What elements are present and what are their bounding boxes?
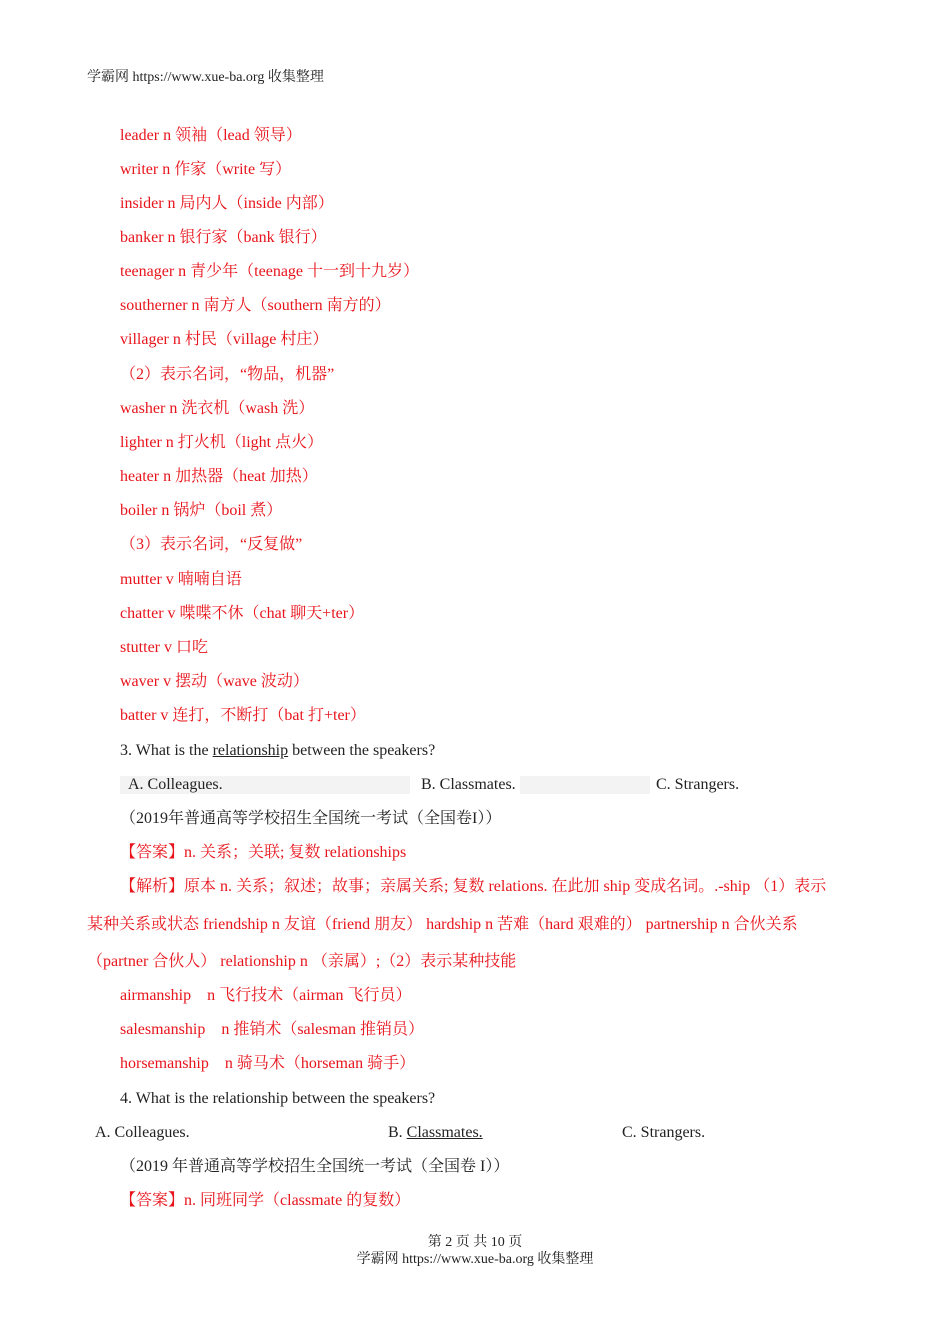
q4-option-c: C. Strangers. — [622, 1124, 706, 1141]
option-b-prefix: B. — [388, 1124, 407, 1141]
vocab-line: southerner n 南方人（southern 南方的） — [120, 297, 391, 314]
vocab-line: lighter n 打火机（light 点火） — [120, 434, 324, 451]
question-3 — [120, 741, 435, 761]
answer-text: n. 同班同学（classmate 的复数） — [184, 1192, 411, 1209]
vocab-line: villager n 村民（village 村庄） — [120, 331, 329, 348]
vocab-line: mutter v 喃喃自语 — [120, 571, 242, 588]
answer-label: 【答案】 — [120, 1192, 185, 1209]
question-3-prefix: 3. What is the — [120, 742, 213, 759]
page-number: 第 2 页 共 10 页 — [427, 1235, 523, 1250]
section-heading: （2）表示名词，“物品，机器” — [120, 366, 335, 383]
skill-line: airmanship n 飞行技术（airman 飞行员） — [120, 987, 412, 1004]
q3-answer — [120, 843, 406, 863]
vocab-line: leader n 领袖（lead 领导） — [120, 127, 302, 144]
analysis-line: 【解析】原本 n. 关系；叙述；故事；亲属关系; 复数 relations. 在此加 ship 变成名词。.-ship （1）表示 — [120, 878, 827, 895]
q3-source: （2019年普通高等学校招生全国统一考试（全国卷I）） — [120, 810, 502, 827]
q4-option-b — [388, 1123, 483, 1143]
vocab-line: boiler n 锅炉（boil 煮） — [120, 502, 283, 519]
page-header: 学霸网 https://www.xue-ba.org 收集整理 — [87, 70, 324, 85]
vocab-line: teenager n 青少年（teenage 十一到十九岁） — [120, 263, 420, 280]
q3-option-b: B. Classmates. — [421, 776, 516, 793]
analysis-line: （partner 合伙人） relationship n （亲属）;（2）表示某种技能 — [87, 953, 517, 970]
section-heading: （3）表示名词，“反复做” — [120, 536, 303, 553]
vocab-line: washer n 洗衣机（wash 洗） — [120, 400, 315, 417]
skill-line: salesmanship n 推销术（salesman 推销员） — [120, 1021, 424, 1038]
q4-answer — [120, 1191, 410, 1211]
vocab-line: heater n 加热器（heat 加热） — [120, 468, 318, 485]
vocab-line: writer n 作家（write 写） — [120, 161, 292, 178]
page-footer: 学霸网 https://www.xue-ba.org 收集整理 — [356, 1252, 594, 1267]
vocab-line: chatter v 喋喋不休（chat 聊天+ter） — [120, 605, 365, 622]
question-3-keyword: relationship — [212, 742, 289, 759]
vocab-line: batter v 连打，不断打（bat 打+ter） — [120, 707, 366, 724]
vocab-line: stutter v 口吃 — [120, 639, 208, 656]
q4-option-a: A. Colleagues. — [95, 1124, 190, 1141]
vocab-line: waver v 摆动（wave 波动） — [120, 673, 309, 690]
skill-line: horsemanship n 骑马术（horseman 骑手） — [120, 1055, 416, 1072]
answer-text: n. 关系；关联; 复数 relationships — [184, 844, 407, 861]
question-3-suffix: between the speakers? — [288, 742, 436, 759]
option-highlight — [520, 776, 650, 794]
q4-source: （2019 年普通高等学校招生全国统一考试（全国卷 I）） — [120, 1158, 510, 1175]
vocab-line: insider n 局内人（inside 内部） — [120, 195, 334, 212]
answer-label: 【答案】 — [120, 844, 185, 861]
analysis-line: 某种关系或状态 friendship n 友谊（friend 朋友） hardship n 苦难（hard 艰难的） partnership n 合伙关系 — [87, 916, 798, 933]
q3-option-c: C. Strangers. — [656, 776, 740, 793]
option-b-text: Classmates. — [406, 1124, 483, 1141]
q3-option-a: A. Colleagues. — [128, 776, 223, 793]
vocab-line: banker n 银行家（bank 银行） — [120, 229, 327, 246]
question-4: 4. What is the relationship between the speakers? — [120, 1090, 436, 1107]
